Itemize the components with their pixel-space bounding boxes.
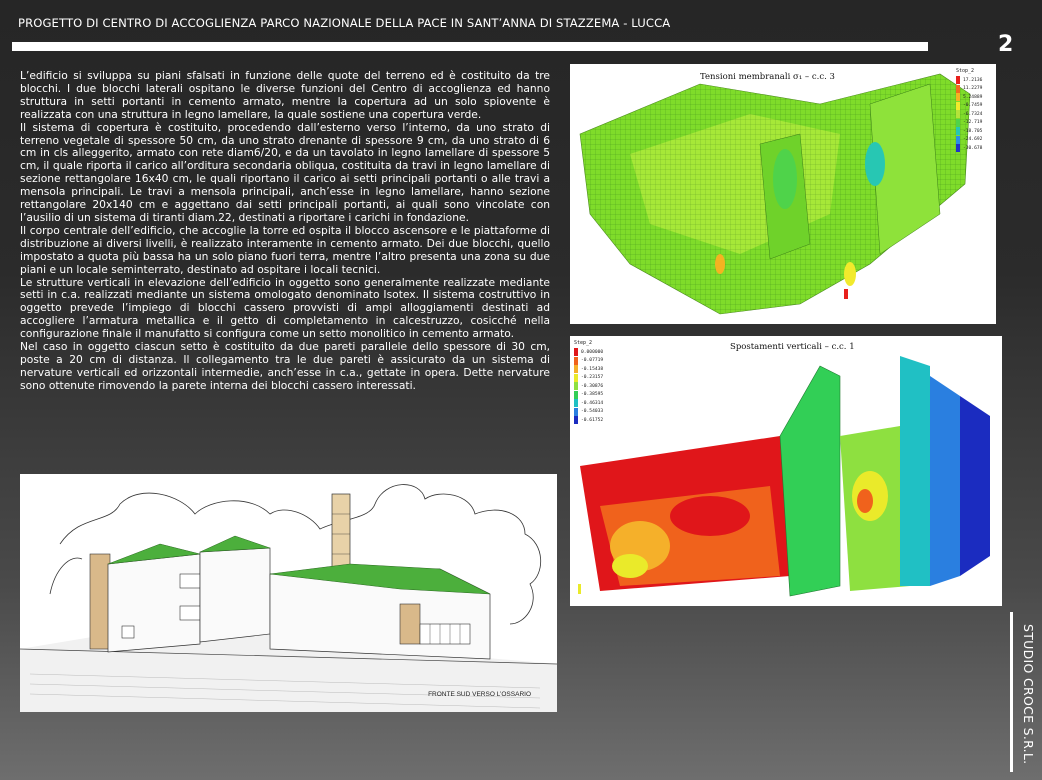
stress-legend-entry: [956, 136, 982, 144]
stress-legend-value: -18.705: [963, 128, 983, 134]
displacement-legend-value: -0.54033: [581, 409, 604, 414]
stress-legend-entry: [956, 85, 982, 93]
displacement-legend-entry: [574, 382, 603, 390]
displacement-legend-swatch: [574, 382, 578, 390]
stress-legend-entry: [956, 144, 982, 152]
stress-legend-swatch: [956, 76, 960, 84]
stress-legend-swatch: [956, 119, 960, 127]
stress-legend-value: -0.7459: [963, 103, 983, 108]
displacement-legend-entry: [574, 399, 603, 407]
displacement-legend-entry: [574, 365, 603, 373]
displacement-legend-value: -0.15438: [581, 366, 604, 372]
stress-legend-swatch: [956, 144, 960, 152]
stress-legend-value: -6.7324: [963, 111, 983, 117]
stress-legend-value: -12.719: [963, 120, 983, 125]
displacement-legend-entry: [574, 416, 603, 424]
displacement-caption: Spostamenti verticali – c.c. 1: [730, 342, 855, 352]
stress-legend-entry: [956, 127, 982, 135]
stress-legend-value: 11.2279: [963, 86, 983, 91]
displacement-legend-entry: [574, 374, 603, 382]
title-rule: [12, 42, 928, 51]
company-name: STUDIO CROCE S.R.L.: [1021, 624, 1036, 765]
stress-legend-value: -24.692: [963, 137, 983, 142]
displacement-legend-entry: [574, 357, 603, 365]
paragraph-3: Il corpo centrale dell’edificio, che accoglie la torre ed ospita il blocco ascensore e le piattaforme di distribuzione ai diversi livelli, è realizzato interamente in cemento armato. Dei due blocchi, quello impostato a quota più bassa ha un solo piano fuori terra, mentre l’altro presenta una zona su due piani e un locale seminterrato, destinato ad ospitare i locali tecnici.: [20, 223, 550, 276]
displacement-legend-entry: [574, 391, 603, 399]
displacement-legend-value: -0.07719: [581, 358, 604, 363]
paragraph-1: L’edificio si sviluppa su piani sfalsati in funzione delle quote del terreno ed è costituito da tre blocchi. I due blocchi laterali ospitano le diverse funzioni del Centro di accoglienza ed hanno struttura in setti portanti in cemento armato, mentre la copertura ad un solo spiovente è realizzata con una struttura in legno lamellare, la quale sostiene una copertura verde.: [20, 69, 550, 121]
stress-legend-swatch: [956, 102, 960, 110]
elevation-sketch: [20, 474, 557, 712]
stress-legend-entry: [956, 76, 982, 84]
displacement-legend-entry: [574, 348, 603, 356]
displacement-legend-swatch: [574, 357, 578, 365]
stress-legend-swatch: [956, 110, 960, 118]
stress-legend-title: Stop_2: [956, 68, 975, 74]
displacement-mesh: [570, 336, 1002, 606]
displacement-legend-swatch: [574, 374, 578, 382]
stress-legend-swatch: [956, 93, 960, 101]
stress-mesh: [570, 64, 996, 324]
displacement-legend-swatch: [574, 348, 578, 356]
page-title: PROGETTO DI CENTRO DI ACCOGLIENZA PARCO NAZIONALE DELLA PACE IN SANT’ANNA DI STAZZEMA - LUCCA: [18, 16, 671, 30]
stress-legend-value: -30.678: [963, 145, 983, 151]
paragraph-4: Le strutture verticali in elevazione dell’edificio in oggetto sono generalmente realizzate mediante setti in c.a. realizzati mediante un sistema omologato denominato Isotex. Il sistema costruttivo in oggetto prevede l’impiego di blocchi cassero provvisti di ampi alloggiamenti destinati ad accogliere l’armatura metallica e il getto di completamento in calcestruzzo, cosicché nella configurazione finale il manufatto si configura come un setto monolitico in cemento armato.: [20, 275, 550, 341]
displacement-legend-swatch: [574, 399, 578, 407]
stress-legend-swatch: [956, 127, 960, 135]
displacement-legend-swatch: [574, 408, 578, 416]
stress-legend-swatch: [956, 85, 960, 93]
stress-legend-entry: [956, 93, 982, 101]
displacement-legend-swatch: [574, 391, 578, 399]
displacement-legend-value: -0.38595: [581, 392, 604, 397]
stress-legend-entry: [956, 102, 982, 110]
paragraph-2: Il sistema di copertura è costituito, procedendo dall’esterno verso l’interno, da uno strato di terreno vegetale di spessore 50 cm, da uno strato drenante di spessore 9 cm, da uno strato di 6 cm in cls alleggerito, armato con rete diam6/20, e da un tavolato in legno lamellare di spessore 5 cm, il quale riporta il carico all’orditura secondaria obliqua, costituita da travi in legno lamellare di sezione rettangolare 16x40 cm, le quali riportano il carico ai setti principali portanti o alle travi a mensola principali. Le travi a mensola principali, anch’esse in legno lamellare, hanno sezione rettangolare 20x140 cm e aggettano dai setti principali portanti, ai quali sono vincolate con l’ausilio di un sistema di tiranti diam.22, destinati a riportare i carichi in fondazione.: [20, 120, 550, 224]
stress-legend-swatch: [956, 136, 960, 144]
displacement-legend-value: -0.23157: [581, 375, 604, 380]
displacement-legend-swatch: [574, 416, 578, 424]
displacement-legend-entry: [574, 408, 603, 416]
stress-legend-entry: [956, 119, 982, 127]
stress-legend-value: 17.2136: [963, 77, 983, 83]
stress-figure: [570, 64, 996, 324]
displacement-legend-title: Step_2: [574, 340, 593, 346]
displacement-legend-swatch: [574, 365, 578, 373]
displacement-legend-value: -0.61752: [581, 417, 604, 423]
stress-legend-value: 5.24889: [963, 94, 983, 100]
displacement-figure: [570, 336, 1002, 606]
paragraph-5: Nel caso in oggetto ciascun setto è costituito da due pareti parallele dello spessore di 30 cm, poste a 20 cm di distanza. Il collegamento tra le due pareti è assicurato da un sistema di nervature verticali ed orizzontali intermedie, anch’esse in c.a., gettate in opera. Dette nervature sono ottenute rimovendo la parete interna dei blocchi cassero interessati.: [20, 340, 550, 392]
elevation-drawing: [20, 474, 557, 712]
displacement-legend-value: -0.46314: [581, 400, 604, 406]
elevation-label: FRONTE SUD VERSO L’OSSARIO: [428, 691, 531, 698]
displacement-legend-value: 0.000000: [581, 349, 604, 355]
stress-legend-entry: [956, 110, 982, 118]
body-text: [20, 70, 550, 393]
displacement-legend-value: -0.30876: [581, 383, 604, 389]
page-number: 2: [998, 32, 1014, 57]
stress-caption: Tensioni membranali σ₁ – c.c. 3: [700, 72, 835, 82]
